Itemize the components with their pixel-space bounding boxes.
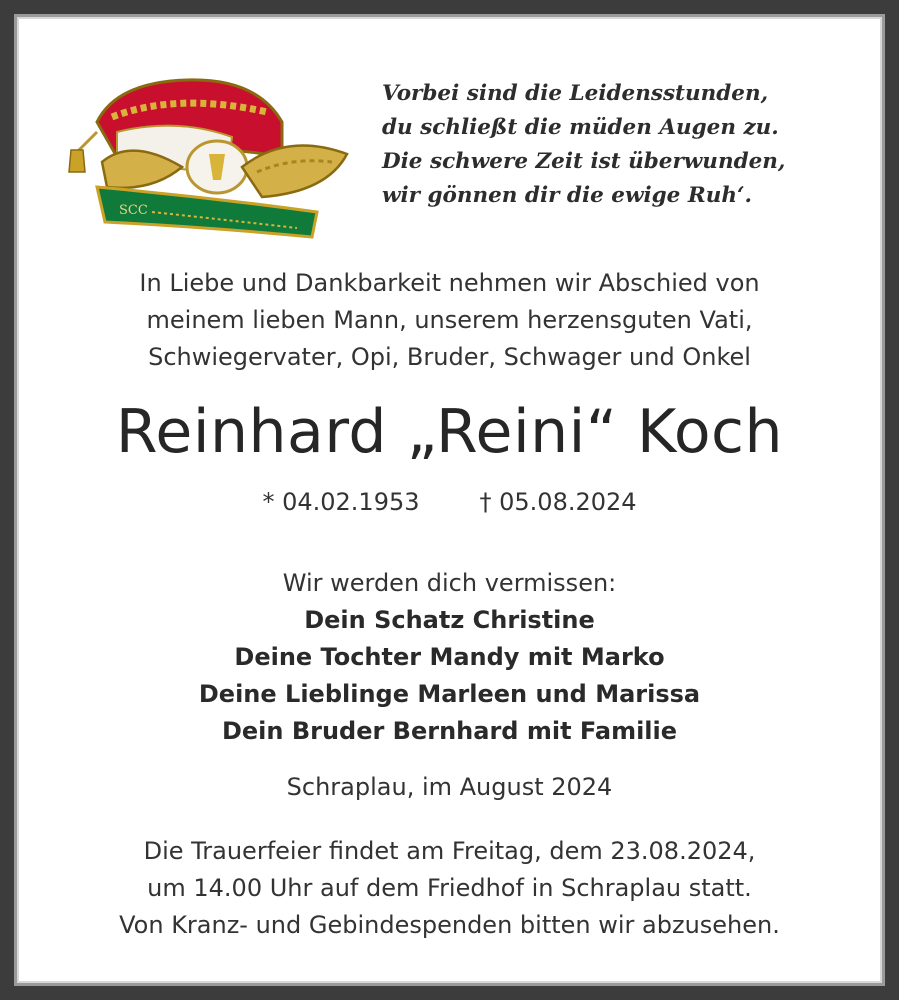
cap-label: SCC xyxy=(119,203,148,218)
intro-line: Schwiegervater, Opi, Bruder, Schwager und Onkel xyxy=(148,343,751,371)
mourner: Deine Lieblinge Marleen und Marissa xyxy=(198,680,701,708)
poem-line: du schließt die müden Augen zu. xyxy=(382,115,779,140)
funeral-line: Von Kranz- und Gebindespenden bitten wir abzusehen. xyxy=(119,911,780,939)
intro-line: In Liebe und Dankbarkeit nehmen wir Abschied von xyxy=(139,269,760,297)
mourners-list xyxy=(17,602,882,750)
intro-text xyxy=(17,265,882,376)
intro-line: meinem lieben Mann, unserem herzensguten Vati, xyxy=(146,306,753,334)
mourner: Deine Tochter Mandy mit Marko xyxy=(234,643,665,671)
obituary-card xyxy=(14,14,885,986)
poem xyxy=(382,77,852,213)
mourner: Dein Bruder Bernhard mit Familie xyxy=(221,717,678,745)
poem-line: Die schwere Zeit ist überwunden, xyxy=(382,149,786,174)
deceased-name: Reinhard „Reini“ Koch xyxy=(115,397,784,467)
life-dates xyxy=(17,484,882,520)
poem-line: Vorbei sind die Leidensstunden, xyxy=(382,81,769,106)
carnival-cap-image xyxy=(57,62,357,252)
mourner: Dein Schatz Christine xyxy=(304,606,595,634)
place-date: Schraplau, im August 2024 xyxy=(286,773,613,801)
miss-heading: Wir werden dich vermissen: xyxy=(282,569,617,597)
birth-date: * 04.02.1953 xyxy=(262,488,420,516)
death-date: † 05.08.2024 xyxy=(479,488,637,516)
funeral-line: um 14.00 Uhr auf dem Friedhof in Schraplau statt. xyxy=(147,874,752,902)
poem-line: wir gönnen dir die ewige Ruh‘. xyxy=(382,183,752,208)
funeral-line: Die Trauerfeier findet am Freitag, dem 23.08.2024, xyxy=(143,837,756,865)
funeral-info xyxy=(17,833,882,944)
